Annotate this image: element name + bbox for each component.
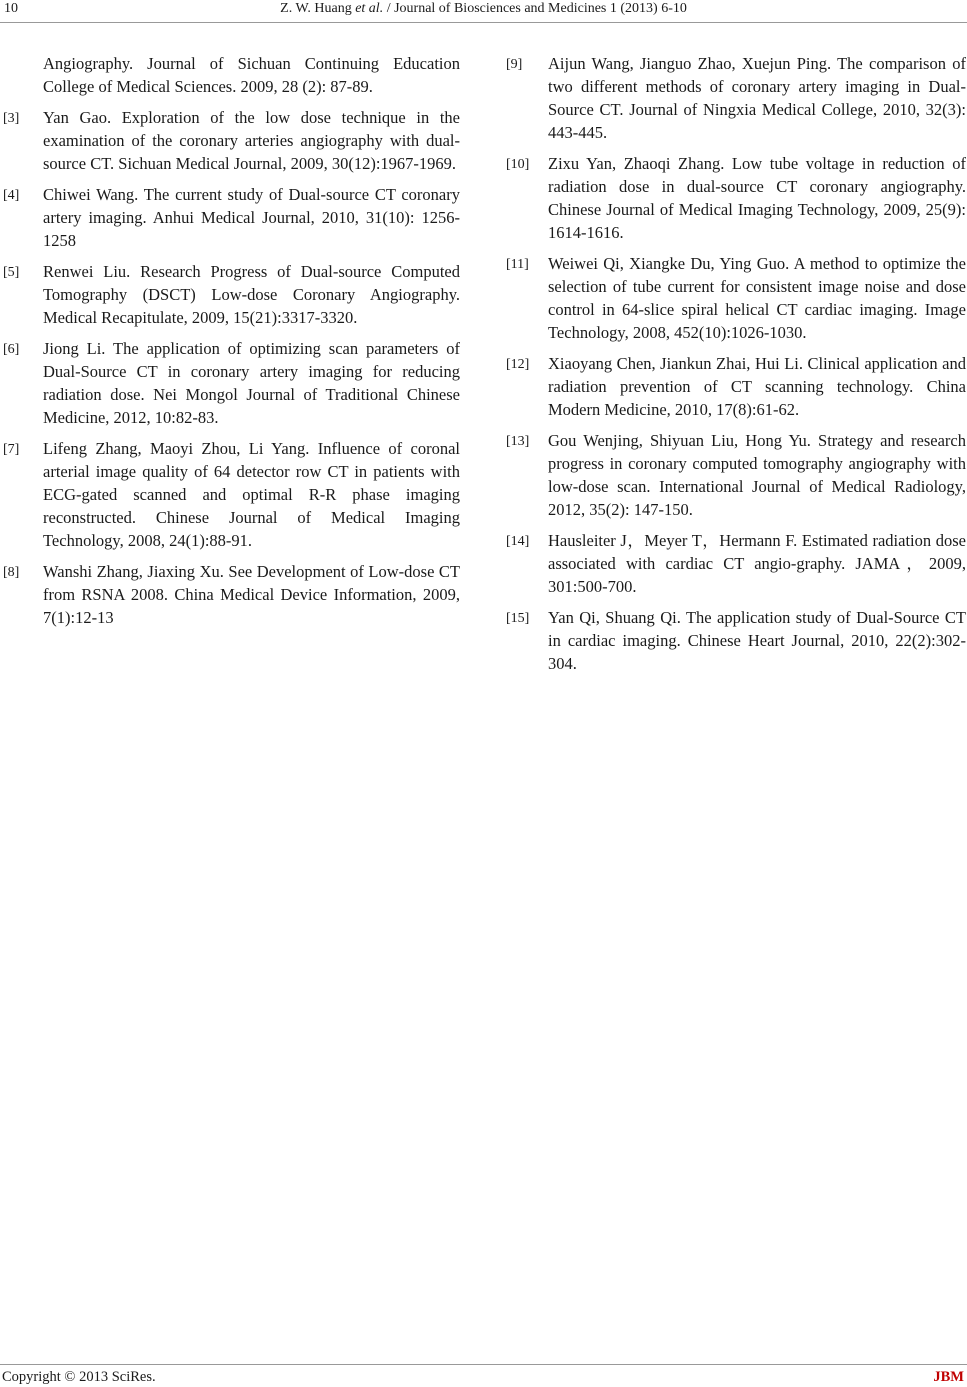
- reference-number: [4]: [3, 188, 20, 203]
- reference-item: [506, 352, 966, 421]
- reference-text: Jiong Li. The application of optimizing scan parameters of Dual-Source CT in coronary artery imaging for reducing radiation dose. Nei Mongol Journal of Traditional Chinese Medicine, 2012, 10:82-83.: [43, 339, 460, 427]
- running-head: [0, 0, 967, 18]
- reference-number: [7]: [3, 442, 20, 457]
- reference-number: [13]: [506, 434, 530, 449]
- reference-item: [0, 260, 460, 329]
- reference-item: [0, 337, 460, 429]
- reference-text: Zixu Yan, Zhaoqi Zhang. Low tube voltage in reduction of radiation dose in dual-source CT coronary angiography. Chinese Journal of Medical Imaging Technology, 2009, 25(9): 1614-1616.: [548, 154, 966, 242]
- reference-number: [8]: [3, 565, 20, 580]
- running-head-authors: Z. W. Huang: [280, 1, 356, 16]
- reference-number: [11]: [506, 257, 529, 272]
- reference-number: [3]: [3, 111, 20, 126]
- reference-text: Wanshi Zhang, Jiaxing Xu. See Development of Low-dose CT from RSNA 2008. China Medical Device Information, 2009, 7(1):12-13: [43, 562, 460, 627]
- reference-item: [506, 429, 966, 521]
- right-column: [506, 52, 966, 683]
- reference-text: Xiaoyang Chen, Jiankun Zhai, Hui Li. Clinical application and radiation prevention of CT scanning technology. China Modern Medicine, 2010, 17(8):61-62.: [548, 354, 966, 419]
- reference-number: [15]: [506, 611, 530, 626]
- reference-number: [5]: [3, 265, 20, 280]
- reference-item: [506, 252, 966, 344]
- page-header: [0, 0, 967, 23]
- reference-text: Yan Gao. Exploration of the low dose technique in the examination of the coronary arteries angiography with dual-source CT. Sichuan Medical Journal, 2009, 30(12):1967-1969.: [43, 108, 460, 173]
- running-head-journal: / Journal of Biosciences and Medicines 1 (2013) 6-10: [383, 1, 687, 16]
- reference-item: [506, 152, 966, 244]
- reference-item: [506, 529, 966, 598]
- reference-item: [0, 106, 460, 175]
- reference-text: Gou Wenjing, Shiyuan Liu, Hong Yu. Strategy and research progress in coronary computed tomography angiography with low-dose scan. International Journal of Medical Radiology, 2012, 35(2): 147-150.: [548, 431, 966, 519]
- running-head-etal: et al.: [355, 1, 384, 16]
- reference-text: Renwei Liu. Research Progress of Dual-source Computed Tomography (DSCT) Low-dose Coronary Angiography. Medical Recapitulate, 2009, 15(21):3317-3320.: [43, 262, 460, 327]
- reference-number: [14]: [506, 534, 530, 549]
- reference-number: [12]: [506, 357, 530, 372]
- reference-number: [6]: [3, 342, 20, 357]
- reference-text: Angiography. Journal of Sichuan Continuing Education College of Medical Sciences. 2009, 28 (2): 87-89.: [43, 54, 460, 96]
- reference-text: Weiwei Qi, Xiangke Du, Ying Guo. A method to optimize the selection of tube current for consistent image noise and dose control in 64-slice spiral helical CT cardiac imaging. Image Technology, 2008, 452(10):1026-1030.: [548, 254, 966, 342]
- reference-item: [506, 606, 966, 675]
- reference-item: [0, 437, 460, 552]
- copyright-notice: Copyright © 2013 SciRes.: [2, 1369, 156, 1385]
- reference-item: [506, 52, 966, 144]
- reference-text: Chiwei Wang. The current study of Dual-source CT coronary artery imaging. Anhui Medical Journal, 2010, 31(10): 1256-1258: [43, 185, 460, 250]
- reference-text: Aijun Wang, Jianguo Zhao, Xuejun Ping. The comparison of two different methods of coronary artery imaging in Dual-Source CT. Journal of Ningxia Medical College, 2010, 32(3): 443-445.: [548, 54, 966, 142]
- page-footer: [0, 1364, 967, 1387]
- reference-item: [0, 183, 460, 252]
- reference-number: [10]: [506, 157, 530, 172]
- reference-continuation: [0, 52, 460, 98]
- reference-text: Yan Qi, Shuang Qi. The application study of Dual-Source CT in cardiac imaging. Chinese Heart Journal, 2010, 22(2):302-304.: [548, 608, 966, 673]
- reference-number: [9]: [506, 57, 523, 72]
- reference-text: Hausleiter J，Meyer T，Hermann F. Estimated radiation dose associated with cardiac CT angio-graphy. JAMA，2009, 301:500-700.: [548, 531, 966, 596]
- page-number: 10: [4, 1, 18, 16]
- reference-text: Lifeng Zhang, Maoyi Zhou, Li Yang. Influence of coronal arterial image quality of 64 detector row CT in patients with ECG-gated scanned and optimal R-R phase imaging reconstructed. Chinese Journal of Medical Imaging Technology, 2008, 24(1):88-91.: [43, 439, 460, 550]
- left-column: [0, 52, 460, 637]
- reference-item: [0, 560, 460, 629]
- journal-abbreviation: JBM: [933, 1369, 964, 1385]
